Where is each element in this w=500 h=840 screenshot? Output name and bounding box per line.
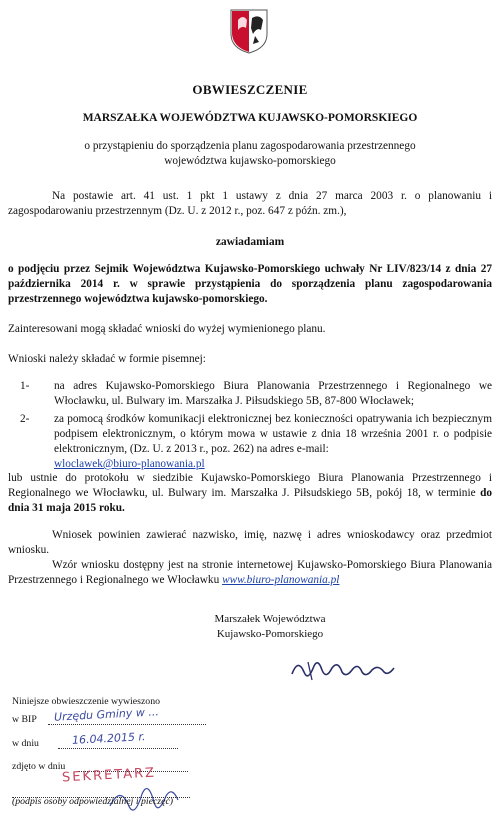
- must-contain-paragraph: Wniosek powinien zawierać nazwisko, imię, nazwę i adres wnioskodawcy oraz przedmiot wniosku.: [8, 529, 492, 556]
- office-paragraph: [8, 471, 492, 516]
- notice-authority: MARSZAŁKA WOJEWÓDZTWA KUJAWSKO-POMORSKIEGO: [82, 112, 418, 124]
- decision-paragraph: o podjęciu przez Sejmik Województwa Kujawsko-Pomorskiego uchwały Nr LIV/823/14 z dnia 27 października 2014 r. w sprawie przystąpienia do sporządzenia planu zagospodarowania przestrzennego województwa kujawsko-pomorskiego.: [8, 263, 492, 305]
- list-item: [20, 412, 492, 472]
- signatory-title: Marszałek Województwa: [214, 613, 326, 625]
- interested-paragraph: Zainteresowani mogą składać wnioski do wyżej wymienionego planu.: [8, 323, 326, 335]
- available-text: Wzór wniosku dostępny jest na stronie internetowej Kujawsko-Pomorskiego Biura Planowania Przestrzennego i Regionalnego we Włocławku: [8, 559, 492, 586]
- list-item-number: 1-: [20, 380, 30, 392]
- notice-title: OBWIESZCZENIE: [192, 82, 308, 97]
- list-item-text: na adres Kujawsko-Pomorskiego Biura Planowania Przestrzennego i Regionalnego we Włocławku, ul. Bulwary im. Marszałka J. Piłsudskiego 5B, 87-800 Włocławek;: [54, 380, 492, 407]
- removed-label: zdjęto w dniu: [12, 761, 66, 772]
- date-handwritten-value: 16.04.2015 r.: [71, 730, 146, 747]
- bip-handwritten-value: Urzędu Gminy w ...: [53, 705, 160, 724]
- posted-intro: Niniejsze obwieszczenie wywieszono: [12, 696, 160, 707]
- handwritten-signature: [288, 652, 398, 686]
- subject-line-1: o przystąpieniu do sporządzenia planu zagospodarowania przestrzennego: [84, 140, 416, 152]
- deadline-text: do dnia 31 maja 2015 roku.: [8, 487, 492, 514]
- list-item-number: 2-: [20, 413, 30, 425]
- secretary-stamp: SEKRETARZ: [61, 765, 157, 786]
- office-text: lub ustnie do protokołu w siedzibie Kujawsko-Pomorskiego Biura Planowania Przestrzennego i Regionalnego we Włocławku, ul. Bulwary im. Marszałka J. Piłsudskiego 5B, pokój 18, w terminie: [8, 472, 492, 499]
- subject-line-2: województwa kujawsko-pomorskiego: [164, 155, 336, 167]
- coat-of-arms-icon: [229, 8, 269, 54]
- available-paragraph: [8, 558, 492, 588]
- list-item: [20, 379, 492, 409]
- date-label: w dniu: [12, 738, 39, 749]
- signature-caption: (podpis osoby odpowiedzialnej i pieczęć): [12, 796, 174, 807]
- notice-subject: [40, 139, 460, 169]
- email-link[interactable]: wloclawek@biuro-planowania.pl: [54, 458, 205, 470]
- legal-basis-paragraph: Na postawie art. 41 ust. 1 pkt 1 ustawy z dnia 27 marca 2003 r. o planowaniu i zagospodarowaniu przestrzennym (Dz. U. z 2012 r., poz. 647 z późn. zm.),: [8, 190, 492, 217]
- notify-heading: zawiadamiam: [215, 236, 285, 248]
- bip-label: w BIP: [12, 714, 37, 725]
- list-item-text: za pomocą środków komunikacji elektronicznej bez konieczności opatrywania ich bezpiecznym podpisem elektronicznym, o którym mowa w ustawie z dnia 18 września 2001 r. o podpisie elektronicznym, (Dz. U. z 2013 r., poz. 262) na adres e-mail:: [54, 413, 492, 455]
- website-link[interactable]: www.biuro-planowania.pl: [222, 574, 340, 586]
- signatory-region: Kujawsko-Pomorskiego: [216, 628, 324, 640]
- form-intro-paragraph: Wnioski należy składać w formie pisemnej:: [8, 353, 206, 365]
